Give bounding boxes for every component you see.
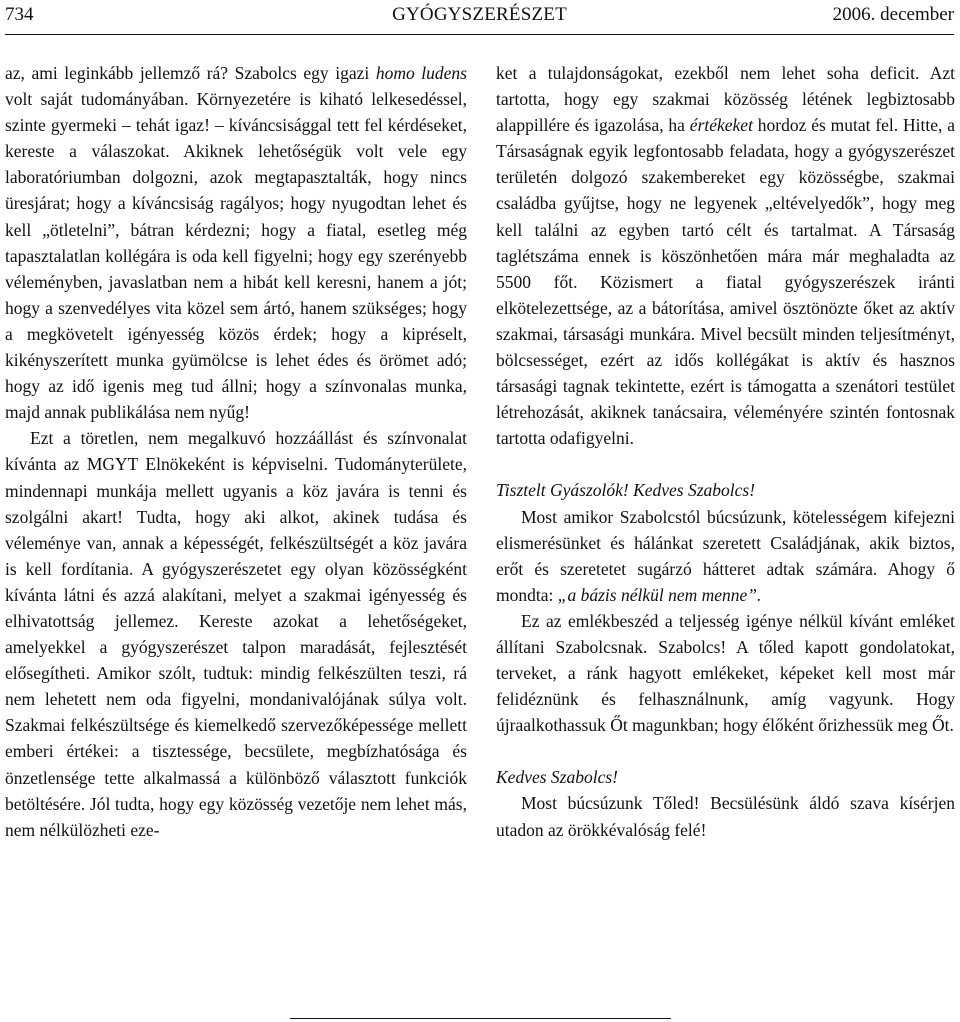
salutation-mourners [496,477,955,503]
issue-date: 2006. december [832,4,954,25]
left-column [5,60,467,843]
paragraph-text: hordoz és mutat fel. Hitte, a Társaságnak egyik legfontosabb feladata, hogy a gyógyszerészet területén dolgozó szakembereket egy közösségbe, szakmai családba gyűjtse, hogy ne legyenek „eltévelyedők”, hogy meg kell találni az egyben tartó célt és tartalmat. A Társaság taglétszáma ennek is köszönhetően mára már meghaladta az 5500 főt. Közismert a fiatal gyógyszerészek iránti elkötelezettsége, az a bátorítása, amivel ösztönözte őket az aktív szakmai, társasági munkára. Mivel becsült minden teljesítményt, bölcsességet, ezért az idős kollégákat is aktív és hasznos társasági tagnak tekintette, ezért is támogatta a szenátori testület létrehozását, akiknek tanácsaira, véleményére szintén fontosnak tartotta odafigyelni. [496,115,955,449]
quote-text: „a bázis nélkül nem menne”. [557,584,762,605]
paragraph-text: ket a tulajdonságokat, ezekből nem lehet soha deficit. Azt tartotta, hogy egy szakmai közösség létének legbiztosabb alappillére és igazolása, ha [496,63,955,136]
header-divider [5,34,954,35]
emphasis-text: értékeket [689,115,753,136]
running-header [5,2,954,32]
paragraph-values [496,60,955,451]
footer-divider [290,1018,671,1019]
paragraph-text: volt saját tudományában. Környezetére is kiható lelkesedéssel, szinte gyermeki – tehát igaz! – kíváncsisággal tett fel kérdéseket, kereste a válaszokat. Akiknek lehetőségük volt vele egy laboratóriumban dolgozni, azok megtapasztalták, hogy nincs üresjárat; hogy a kíváncsiság ragályos; hogy nyugodtan lehet és kell „ötletelni”, bátran kérdezni; hogy a fiatal, esetleg még tapasztalatlan kollégára is oda kell figyelni; hogy egy szerényebb véleményben, javaslatban nem a hibát kell keresni, hanem a jót; hogy a szenvedélyes vita közel sem ártó, hanem szükséges; hogy a megkövetelt igényesség közös érdek; hogy a kipréselt, kikényszerített munka gyümölcse is lehet édes és örömet adó; hogy az idő igenis meg tud állni; hogy a színvonalas munka, majd annak publikálása nem nyűg! [5,89,467,423]
journal-title: GYÓGYSZERÉSZET [392,4,567,25]
emphasis-text: homo ludens [375,63,467,83]
page-number: 734 [5,4,34,25]
paragraph-farewell: Most búcsúzunk Tőled! Becsülésünk áldó szava kísérjen utadon az örökkévalóság felé! [496,793,955,840]
salutation-text: Kedves Szabolcs! [496,767,618,788]
paragraph-memorial: Ez az emlékbeszéd a teljesség igénye nélkül kívánt emléket állítani Szabolcsnak. Szabolcs! A tőled kapott gondolatokat, terveket, a ránk hagyott emlékeket, képeket kell most már felidéznünk és felhasználnunk, amíg vagyunk. Hogy újraalkothassuk Őt magunkban; hogy élőként őrizhessük meg Őt. [496,610,955,736]
paragraph-family [496,504,955,608]
salutation-text: Tisztelt Gyászolók! Kedves Szabolcs! [496,480,756,501]
paragraph-text: az, ami leginkább jellemző rá? Szabolcs egy igazi [5,63,376,83]
paragraph-mgyt-president: Ezt a töretlen, nem megalkuvó hozzáállást és színvonalat kívánta az MGYT Elnökeként is képviselni. Tudományterülete, mindennapi munkája mellett ugyanis a köz javára is tenni és szolgálni akart! Tudta, hogy aki alkot, akinek tudása és véleménye van, annak a képességét, felkészültségét a köz javára is kell fordítania. A gyógyszerészetet egy olyan közösségként kívánta látni és azzá alakítani, melyet a szakmai igényesség és elhivatottság jellemez. Kereste azokat a lehetőségeket, amelyekkel a gyógyszerészet talpon maradását, fejlesztését elősegítheti. Amikor szólt, tudtuk: mindig felkészülten teszi, rá nem lehetett nem oda figyelni, mondanivalójának súlya volt. Szakmai felkészültsége és kiemelkedő szervezőképessége mellett emberi értékei: a tisztessége, becsülete, megbízhatósága és önzetlensége tette alkalmassá a különböző választott funkciók betöltésére. Jól tudta, hogy egy közösség vezetője nem lehet más, nem nélkülözheti eze- [5,428,467,840]
paragraph-homo-ludens [5,60,467,425]
right-column [496,60,955,843]
salutation-szabolcs [496,764,955,790]
paragraph-text: Most amikor Szabolcstól búcsúzunk, kötelességem kifejezni elismerésünket és hálánkat szeretett Családjának, akik biztos, erőt és szeretetet sugárzó hátteret adtak számára. Ahogy ő mondta: [496,506,955,605]
